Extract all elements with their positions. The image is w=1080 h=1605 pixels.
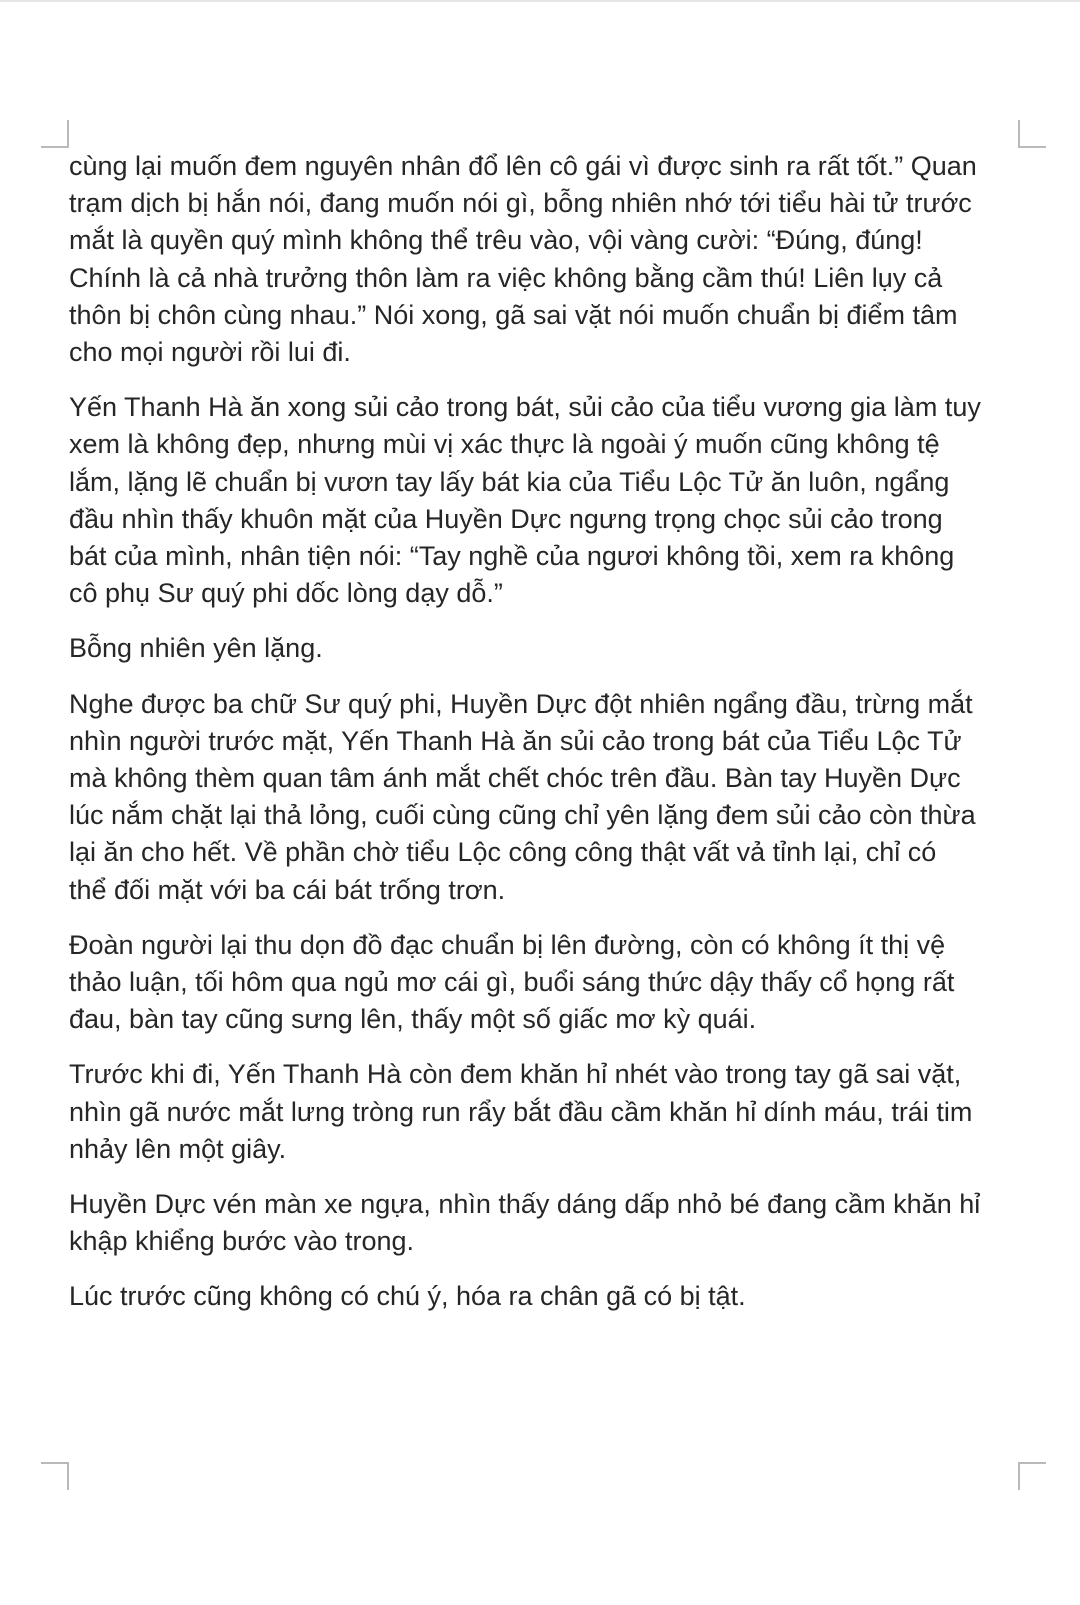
paragraph [69, 389, 1019, 612]
text-line: lúc nắm chặt lại thả lỏng, cuối cùng cũng chỉ yên lặng đem sủi cảo còn thừa [69, 800, 976, 831]
text-line: nhìn gã nước mắt lưng tròng run rẩy bắt đầu cầm khăn hỉ dính máu, trái tim [69, 1096, 973, 1127]
text-line: Huyền Dực vén màn xe ngựa, nhìn thấy dáng dấp nhỏ bé đang cầm khăn hỉ [69, 1189, 981, 1220]
text-line: đầu nhìn thấy khuôn mặt của Huyền Dực ngưng trọng chọc sủi cảo trong [69, 503, 943, 534]
text-line: đau, bàn tay cũng sưng lên, thấy một số giấc mơ kỳ quái. [69, 1004, 757, 1035]
text-line: thể đối mặt với ba cái bát trống trơn. [69, 874, 506, 905]
text-line: cô phụ Sư quý phi dốc lòng dạy dỗ.” [69, 578, 503, 609]
crop-mark-top-right [1018, 120, 1046, 148]
crop-mark-bottom-right [1018, 1462, 1046, 1490]
paragraph [69, 1056, 1019, 1168]
text-line: Nghe được ba chữ Sư quý phi, Huyền Dực đột nhiên ngẩng đầu, trừng mắt [69, 688, 973, 719]
text-line: Đoàn người lại thu dọn đồ đạc chuẩn bị lên đường, còn có không ít thị vệ [69, 929, 946, 960]
text-line: xem là không đẹp, nhưng mùi vị xác thực là ngoài ý muốn cũng không tệ [69, 429, 940, 460]
text-line: bát của mình, nhân tiện nói: “Tay nghề của ngươi không tồi, xem ra không [69, 541, 955, 572]
paragraph [69, 1278, 1019, 1315]
text-line: lại ăn cho hết. Về phần chờ tiểu Lộc công công thật vất vả tỉnh lại, chỉ có [69, 837, 937, 868]
text-line: Lúc trước cũng không có chú ý, hóa ra chân gã có bị tật. [69, 1281, 746, 1312]
text-line: thôn bị chôn cùng nhau.” Nói xong, gã sai vặt nói muốn chuẩn bị điểm tâm [69, 299, 958, 330]
text-line: nhìn người trước mặt, Yến Thanh Hà ăn sủi cảo trong bát của Tiểu Lộc Tử [69, 725, 962, 756]
text-line: thảo luận, tối hôm qua ngủ mơ cái gì, buổi sáng thức dậy thấy cổ họng rất [69, 967, 955, 998]
text-line: cho mọi người rồi lui đi. [69, 337, 351, 368]
paragraph [69, 630, 1019, 667]
text-line: Bỗng nhiên yên lặng. [69, 633, 323, 664]
paragraph [69, 927, 1019, 1039]
text-line: mà không thèm quan tâm ánh mắt chết chóc trên đầu. Bàn tay Huyền Dực [69, 763, 961, 794]
paragraph [69, 148, 1019, 371]
crop-mark-top-left [41, 120, 69, 148]
document-body [69, 148, 1019, 1334]
paragraph [69, 686, 1019, 909]
paragraph [69, 1186, 1019, 1260]
text-line: lắm, lặng lẽ chuẩn bị vươn tay lấy bát kia của Tiểu Lộc Tử ăn luôn, ngẩng [69, 466, 950, 497]
text-line: nhảy lên một giây. [69, 1133, 287, 1164]
text-line: khập khiểng bước vào trong. [69, 1226, 414, 1257]
crop-mark-bottom-left [41, 1462, 69, 1490]
text-line: Yến Thanh Hà ăn xong sủi cảo trong bát, sủi cảo của tiểu vương gia làm tuy [69, 392, 981, 423]
text-line: mắt là quyền quý mình không thể trêu vào, vội vàng cười: “Đúng, đúng! [69, 225, 923, 256]
text-line: trạm dịch bị hắn nói, đang muốn nói gì, bỗng nhiên nhớ tới tiểu hài tử trước [69, 188, 972, 219]
text-line: cùng lại muốn đem nguyên nhân đổ lên cô gái vì được sinh ra rất tốt.” Quan [69, 151, 977, 181]
text-line: Chính là cả nhà trưởng thôn làm ra việc không bằng cầm thú! Liên lụy cả [69, 262, 943, 293]
text-line: Trước khi đi, Yến Thanh Hà còn đem khăn hỉ nhét vào trong tay gã sai vặt, [69, 1059, 962, 1090]
